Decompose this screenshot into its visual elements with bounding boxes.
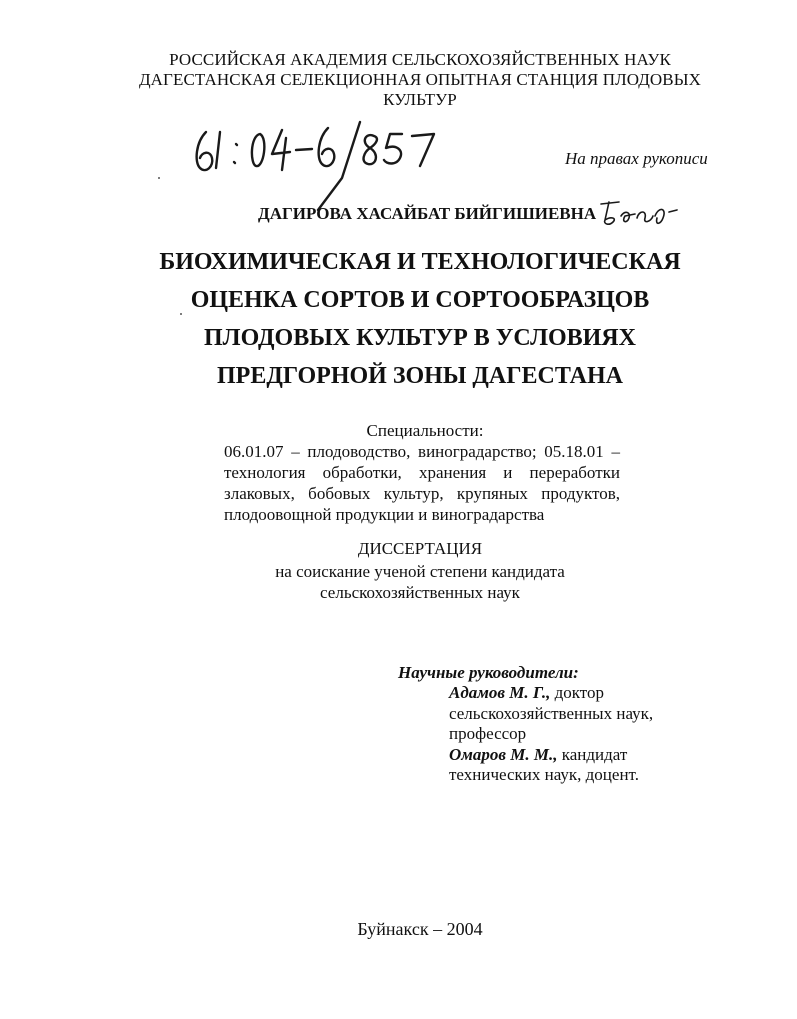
supervisor-1-line [449,683,653,704]
specialties-line-3: злаковых, бобовых культур, крупяных продуктов, [224,484,620,503]
rights-note: На правах рукописи [565,149,708,168]
supervisors-list [449,683,653,786]
supervisor-1-name: Адамов М. Г., [449,683,551,702]
organization-header [130,50,710,110]
title-line-2: ОЦЕНКА СОРТОВ И СОРТООБРАЗЦОВ [190,287,650,313]
supervisor-2-degree: технических наук, доцент. [449,765,639,784]
title-line-4: ПРЕДГОРНОЙ ЗОНЫ ДАГЕСТАНА [216,363,624,389]
supervisor-1-rank: профессор [449,724,527,743]
degree-line-2: сельскохозяйственных наук [320,583,520,602]
supervisor-1-degree: сельскохозяйственных наук, [449,703,654,723]
supervisor-1-title: доктор [550,683,605,702]
scan-speck [180,313,182,315]
supervisor-2-title: кандидат [557,744,628,764]
author-name: ДАГИРОВА ХАСАЙБАТ БИЙГИШИЕВНА [258,204,597,223]
specialties-line-4: плодоовощной продукции и виноградарства [224,505,545,524]
document-type: ДИССЕРТАЦИЯ [357,539,483,558]
org-line-3: КУЛЬТУР [383,90,457,109]
signature [595,196,680,230]
degree-description [220,561,620,603]
supervisors-heading: Научные руководители: [398,663,579,682]
specialties-line-2: технология обработки, хранения и переработки [224,463,620,482]
place-year: Буйнакск – 2004 [357,919,483,939]
supervisor-2-line [449,745,653,766]
title-line-3: ПЛОДОВЫХ КУЛЬТУР В УСЛОВИЯХ [204,325,636,351]
handwritten-catalog-number [190,118,450,213]
title-line-1: БИОХИМИЧЕСКАЯ И ТЕХНОЛОГИЧЕСКАЯ [159,249,681,275]
specialties-heading: Специальности: [366,421,484,440]
dissertation-title [140,243,700,395]
degree-line-1: на соискание ученой степени кандидата [275,562,565,581]
specialties-text [224,441,620,525]
org-line-2: ДАГЕСТАНСКАЯ СЕЛЕКЦИОННАЯ ОПЫТНАЯ СТАНЦИЯ ПЛОДОВЫХ [138,70,702,89]
scan-speck [158,177,160,179]
specialties-line-1: 06.01.07 – плодоводство, виноградарство; 05.18.01 – [224,442,620,461]
org-line-1: РОССИЙСКАЯ АКАДЕМИЯ СЕЛЬСКОХОЗЯЙСТВЕННЫХ НАУК [169,50,671,69]
supervisor-2-name: Омаров М. М., [449,744,558,764]
